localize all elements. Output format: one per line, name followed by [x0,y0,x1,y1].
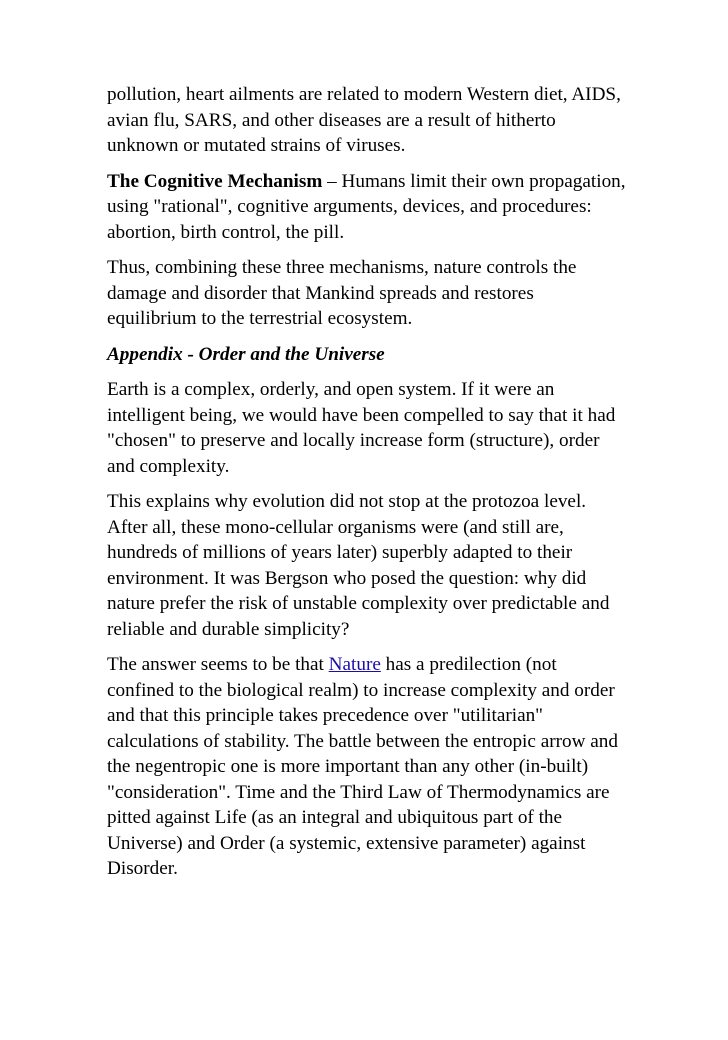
paragraph-evolution-text: This explains why evolution did not stop at the protozoa level. After all, these mono-cellular organisms were (and still are, hundreds of millions of years later) superbly adapted to their environment. It was Bergson who posed the question: why did nature prefer the risk of unstable complexity over predictable and reliable and durable simplicity? [107,491,610,640]
paragraph-answer-after: has a predilection (not confined to the biological realm) to increase complexity and order and that this principle takes precedence over "utilitarian" calculations of stability. The battle between the entropic arrow and the negentropic one is more important than any other (in-built) "consideration". Time and the Third Law of Thermodynamics are pitted against Life (as an integral and ubiquitous part of the Universe) and Order (a systemic, extensive parameter) against Disorder. [107,654,618,879]
nature-link[interactable]: Nature [328,654,381,675]
paragraph-answer-before: The answer seems to be that [107,654,329,675]
paragraph-earth-system [107,377,627,479]
paragraph-earth-system-text: Earth is a complex, orderly, and open system. If it were an intelligent being, we would have been compelled to say that it had "chosen" to preserve and locally increase form (structure), order and complexity. [107,379,616,477]
paragraph-cognitive-mechanism [107,169,627,246]
paragraph-combining-mechanisms-text: Thus, combining these three mechanisms, nature controls the damage and disorder that Mankind spreads and restores equilibrium to the terrestrial ecosystem. [107,257,577,329]
document-page [107,82,627,892]
cognitive-mechanism-text: – Humans limit their own propagation, using "rational", cognitive arguments, devices, and procedures: abortion, birth control, the pill. [107,170,626,243]
cognitive-mechanism-term: The Cognitive Mechanism [107,170,323,192]
paragraph-combining-mechanisms [107,255,627,332]
paragraph-evolution [107,489,627,642]
paragraph-pollution [107,82,627,159]
appendix-heading: Appendix - Order and the Universe [107,343,385,365]
paragraph-pollution-text: pollution, heart ailments are related to modern Western diet, AIDS, avian flu, SARS, and other diseases are a result of hitherto unknown or mutated strains of viruses. [107,84,621,156]
paragraph-answer [107,652,627,882]
